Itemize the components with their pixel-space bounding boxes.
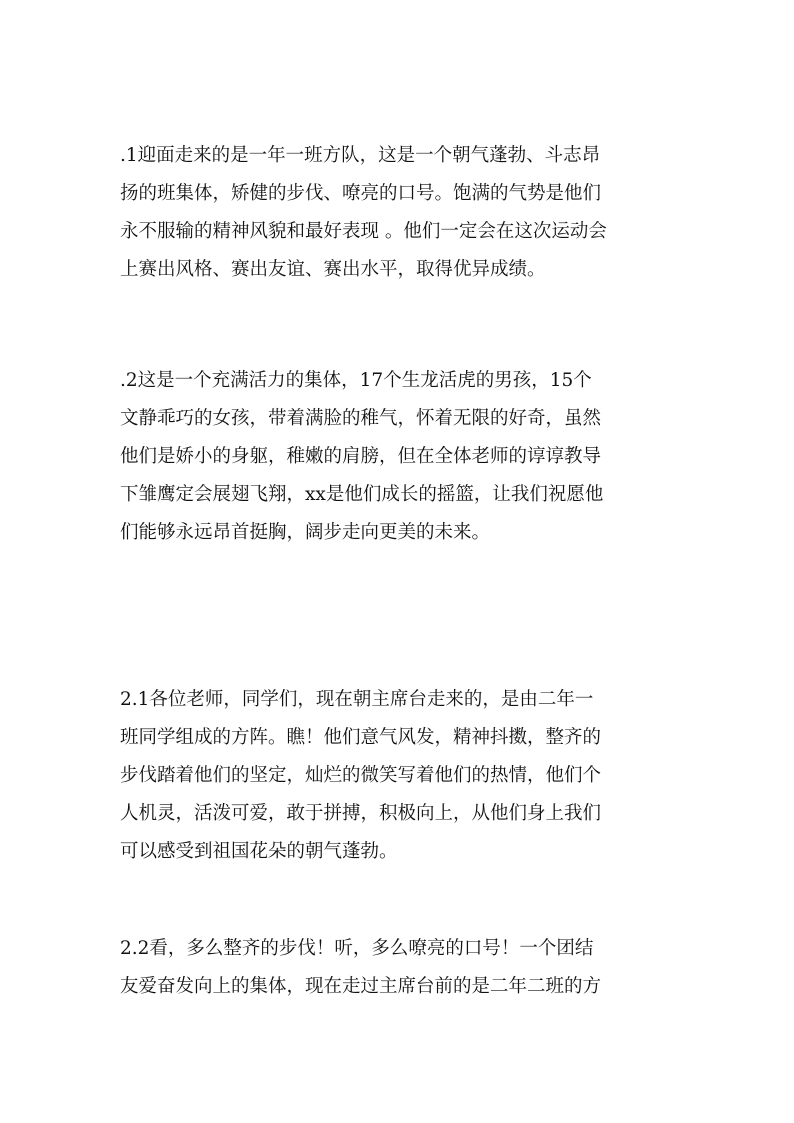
paragraph-1 bbox=[120, 137, 676, 289]
text-line: 文静乖巧的女孩，带着满脸的稚气，怀着无限的好奇，虽然 bbox=[120, 408, 602, 429]
text-line: 上赛出风格、赛出友谊、赛出水平，取得优异成绩。 bbox=[120, 259, 546, 280]
text-line: 2.1各位老师，同学们，现在朝主席台走来的，是由二年一 bbox=[120, 689, 594, 710]
text-line: 步伐踏着他们的坚定，灿烂的微笑写着他们的热情，他们个 bbox=[120, 765, 602, 786]
text-line: 可以感受到祖国花朵的朝气蓬勃。 bbox=[120, 841, 398, 862]
text-line: 扬的班集体，矫健的步伐、嘹亮的口号。饱满的气势是他们 bbox=[120, 183, 602, 204]
text-line: 他们是娇小的身躯，稚嫩的肩膀，但在全体老师的谆谆教导 bbox=[120, 446, 602, 467]
text-line: .1迎面走来的是一年一班方队，这是一个朝气蓬勃、斗志昂 bbox=[120, 145, 601, 166]
text-line: 班同学组成的方阵。瞧！他们意气风发，精神抖擞，整齐的 bbox=[120, 727, 602, 748]
text-line: 2.2看，多么整齐的步伐！听，多么嘹亮的口号！一个团结 bbox=[120, 938, 594, 959]
text-line: .2这是一个充满活力的集体，17个生龙活虎的男孩，15个 bbox=[120, 370, 592, 391]
paragraph-3 bbox=[120, 681, 676, 871]
text-line: 人机灵，活泼可爱，敢于拼搏，积极向上，从他们身上我们 bbox=[120, 803, 602, 824]
text-line: 下雏鹰定会展翅飞翔，xx是他们成长的摇篮，让我们祝愿他 bbox=[120, 484, 604, 505]
text-line: 友爱奋发向上的集体，现在走过主席台前的是二年二班的方 bbox=[120, 976, 602, 997]
text-line: 们能够永远昂首挺胸，阔步走向更美的未来。 bbox=[120, 522, 491, 543]
paragraph-4 bbox=[120, 930, 676, 1006]
text-line: 永不服输的精神风貌和最好表现 。他们一定会在这次运动会 bbox=[120, 221, 607, 242]
paragraph-2 bbox=[120, 362, 676, 552]
